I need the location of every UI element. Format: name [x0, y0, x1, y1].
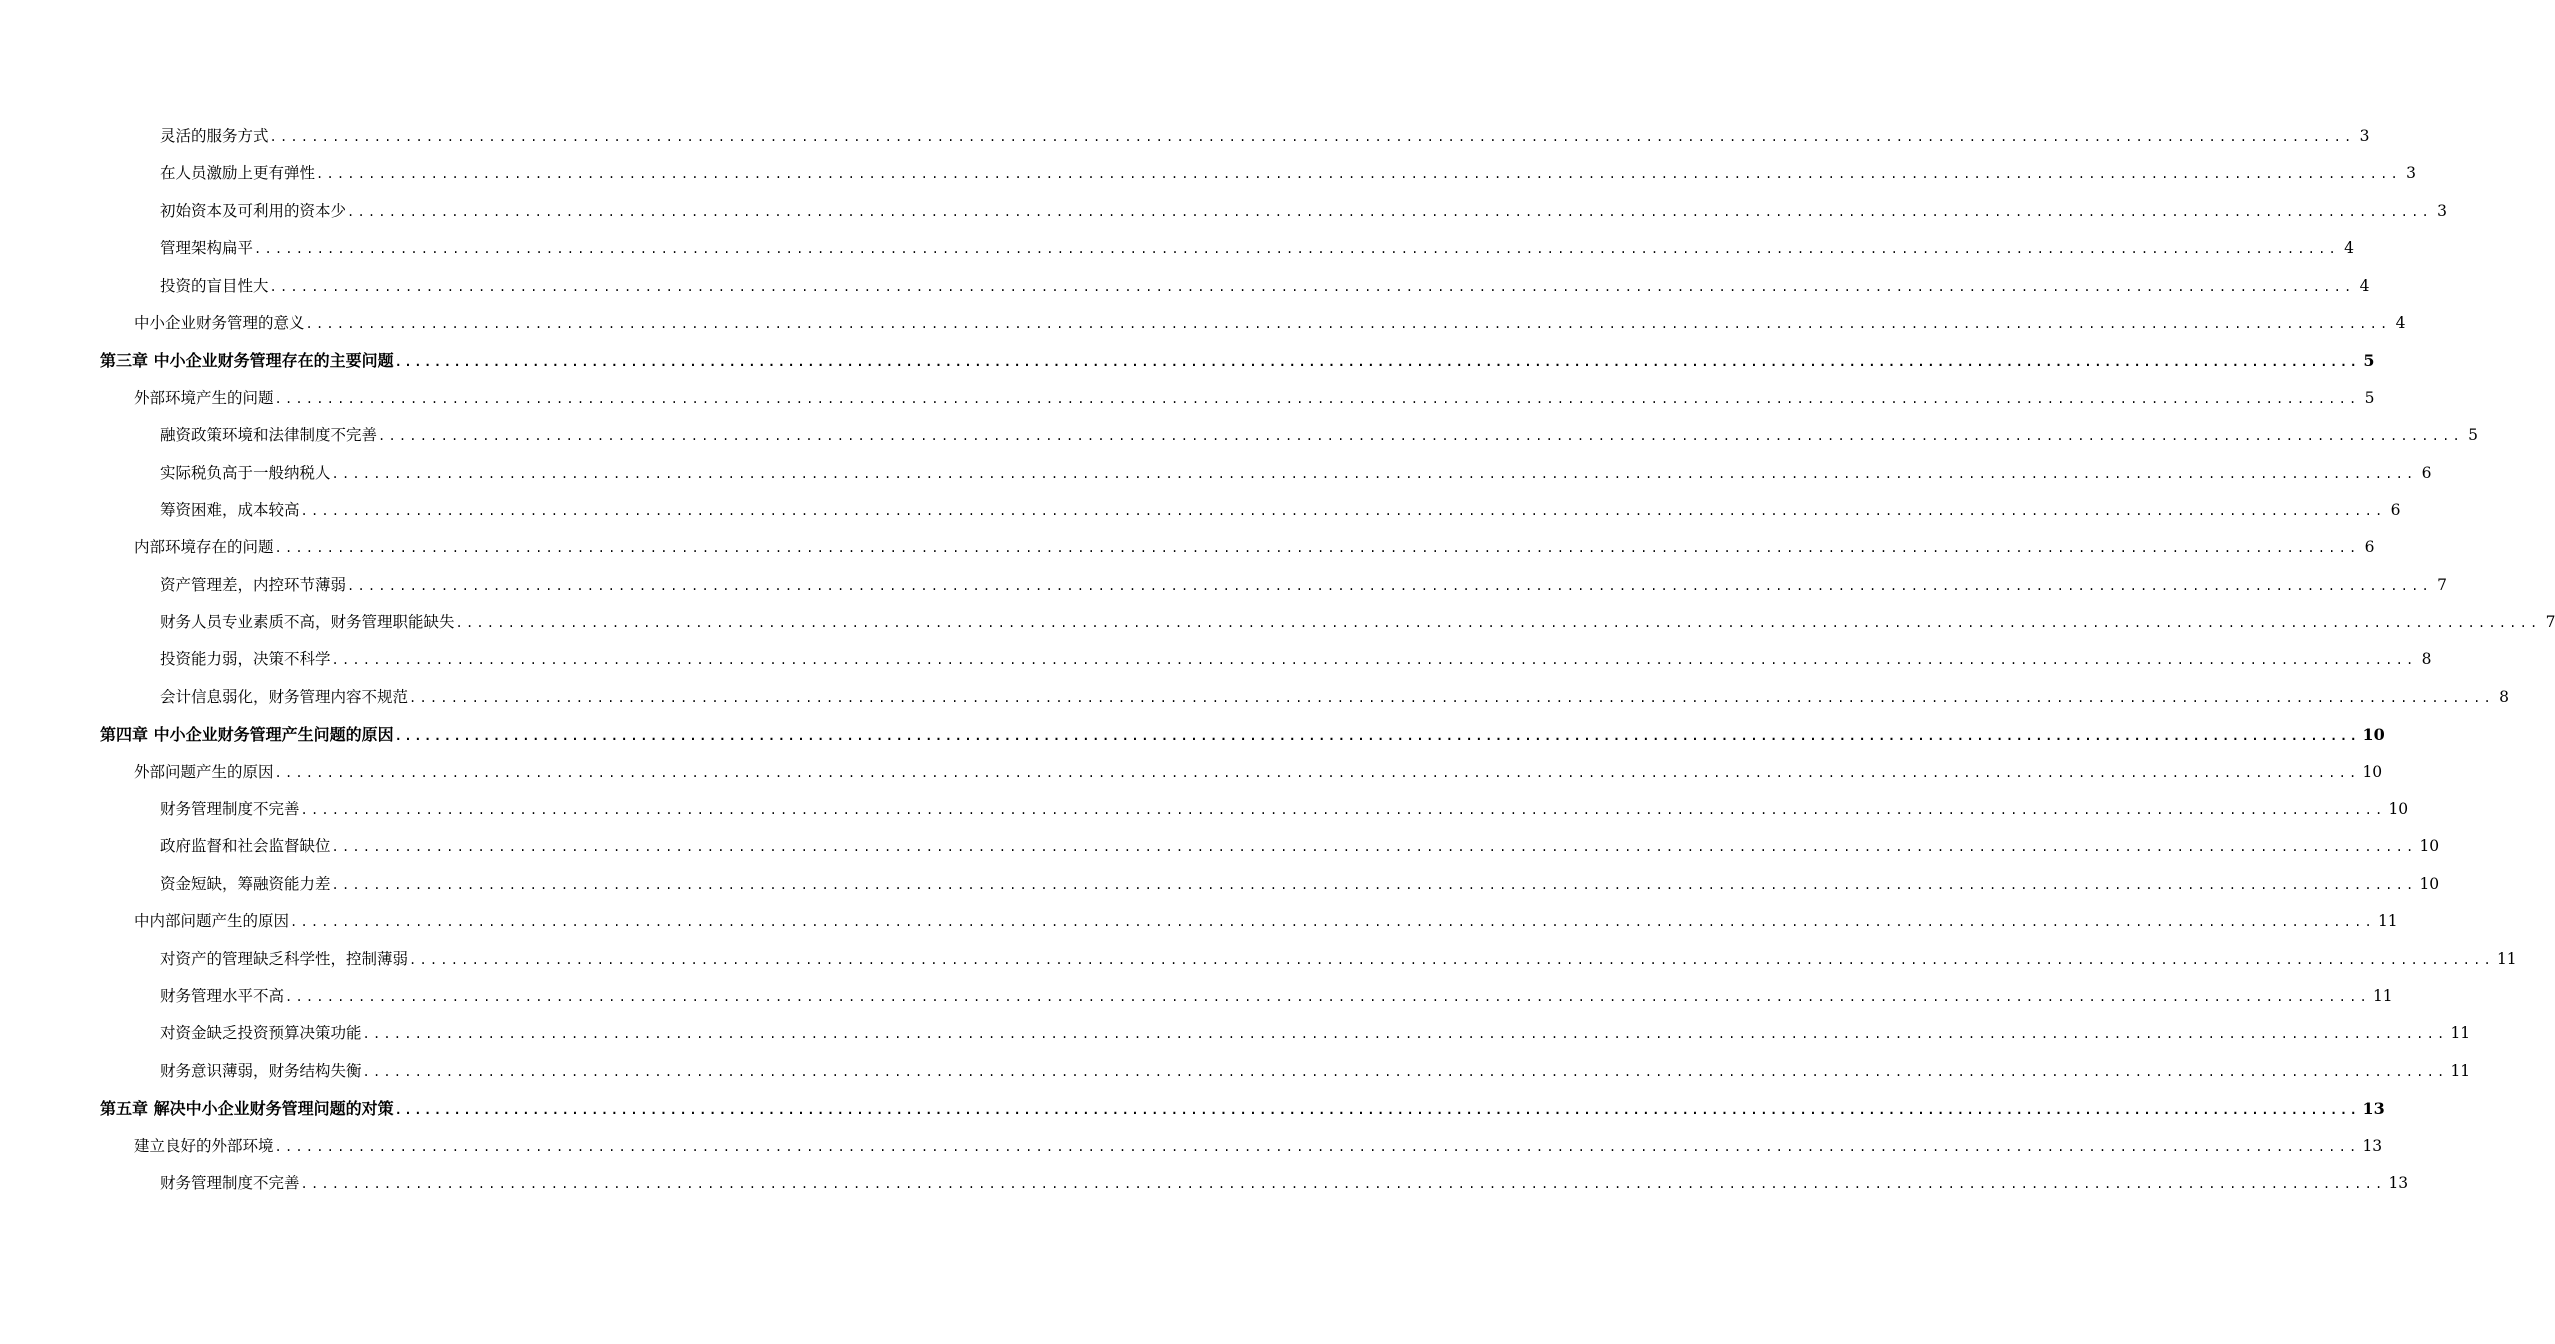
toc-dot-leader: ........................................................................................................................................................................................................ [331, 653, 2417, 668]
toc-dot-leader: ........................................................................................................................................................................................................ [300, 1176, 2386, 1191]
toc-dot-leader: ........................................................................................................................................................................................................ [300, 503, 2386, 518]
toc-entry-title: 政府监督和社会监督缺位 [160, 837, 331, 856]
toc-page-number: 11 [2372, 986, 2393, 1005]
table-of-contents [100, 118, 2555, 1202]
toc-dot-leader: ........................................................................................................................................................................................................ [269, 279, 2355, 294]
toc-subsection-entry[interactable] [100, 417, 2478, 454]
toc-dot-leader: ........................................................................................................................................................................................................ [378, 429, 2463, 444]
toc-entry-title: 内部环境存在的问题 [134, 538, 274, 557]
toc-page-number: 8 [2421, 650, 2432, 669]
toc-page-number: 4 [2395, 313, 2406, 332]
toc-page-number: 13 [2388, 1173, 2409, 1192]
toc-dot-leader: ........................................................................................................................................................................................................ [331, 877, 2417, 892]
toc-subsection-entry[interactable] [100, 641, 2432, 678]
toc-entry-title: 资产管理差，内控环节薄弱 [160, 575, 347, 594]
toc-page-number: 8 [2499, 687, 2509, 706]
toc-dot-leader: ........................................................................................................................................................................................................ [394, 729, 2360, 744]
toc-page-number: 3 [2406, 164, 2416, 183]
toc-dot-leader: ........................................................................................................................................................................................................ [305, 316, 2391, 331]
toc-subsection-entry[interactable] [100, 866, 2440, 903]
toc-entry-title: 外部问题产生的原因 [134, 762, 274, 781]
toc-entry-title: 投资能力弱，决策不科学 [160, 650, 331, 669]
toc-subsection-entry[interactable] [100, 1015, 2471, 1052]
toc-entry-title: 建立良好的外部环境 [134, 1136, 274, 1155]
toc-entry-title: 管理架构扁平 [160, 239, 254, 258]
toc-page-number: 10 [2419, 837, 2440, 856]
toc-page-number: 6 [2421, 463, 2432, 482]
toc-page-number: 7 [2545, 613, 2555, 632]
toc-entry-title: 融资政策环境和法律制度不完善 [160, 426, 378, 445]
toc-entry-title: 灵活的服务方式 [160, 127, 269, 145]
toc-dot-leader: ........................................................................................................................................................................................................ [316, 167, 2401, 182]
toc-dot-leader: ........................................................................................................................................................................................................ [274, 765, 2360, 780]
toc-entry-title: 会计信息弱化，财务管理内容不规范 [160, 687, 409, 706]
toc-section-entry[interactable] [100, 903, 2398, 940]
toc-subsection-entry[interactable] [100, 1053, 2471, 1090]
toc-page-number: 4 [2359, 276, 2370, 295]
toc-page-number: 10 [2419, 874, 2440, 893]
toc-subsection-entry[interactable] [100, 492, 2401, 529]
toc-dot-leader: ........................................................................................................................................................................................................ [285, 989, 2370, 1004]
toc-page-number: 10 [2362, 762, 2383, 781]
toc-page-number: 13 [2362, 1136, 2383, 1155]
toc-page-number: 5 [2468, 426, 2478, 445]
toc-dot-leader: ........................................................................................................................................................................................................ [274, 1139, 2360, 1154]
toc-entry-title: 资金短缺，筹融资能力差 [160, 874, 331, 893]
toc-dot-leader: ........................................................................................................................................................................................................ [394, 355, 2360, 370]
toc-dot-leader: ........................................................................................................................................................................................................ [347, 204, 2432, 219]
toc-dot-leader: ........................................................................................................................................................................................................ [455, 616, 2541, 631]
toc-section-entry[interactable] [100, 305, 2406, 342]
toc-entry-title: 财务意识薄弱，财务结构失衡 [160, 1061, 362, 1080]
toc-entry-title: 第四章 中小企业财务管理产生问题的原因 [100, 725, 394, 745]
toc-entry-title: 在人员激励上更有弹性 [160, 164, 316, 183]
toc-chapter-entry[interactable] [100, 716, 2385, 753]
toc-dot-leader: ........................................................................................................................................................................................................ [274, 541, 2360, 556]
toc-subsection-entry[interactable] [100, 978, 2393, 1015]
toc-page-number: 4 [2344, 239, 2354, 258]
toc-subsection-entry[interactable] [100, 118, 2370, 155]
toc-entry-title: 对资金缺乏投资预算决策功能 [160, 1024, 362, 1043]
toc-subsection-entry[interactable] [100, 679, 2509, 716]
toc-section-entry[interactable] [100, 754, 2383, 791]
toc-dot-leader: ........................................................................................................................................................................................................ [269, 130, 2355, 144]
toc-dot-leader: ........................................................................................................................................................................................................ [254, 242, 2339, 257]
toc-subsection-entry[interactable] [100, 155, 2416, 192]
toc-subsection-entry[interactable] [100, 268, 2370, 305]
toc-dot-leader: ........................................................................................................................................................................................................ [409, 952, 2494, 967]
toc-dot-leader: ........................................................................................................................................................................................................ [331, 466, 2417, 481]
toc-entry-title: 对资产的管理缺乏科学性，控制薄弱 [160, 949, 409, 968]
toc-entry-title: 中小企业财务管理的意义 [134, 313, 305, 332]
toc-dot-leader: ........................................................................................................................................................................................................ [362, 1027, 2448, 1042]
toc-entry-title: 中内部问题产生的原因 [134, 912, 290, 931]
toc-subsection-entry[interactable] [100, 941, 2517, 978]
toc-subsection-entry[interactable] [100, 230, 2354, 267]
toc-subsection-entry[interactable] [100, 828, 2440, 865]
toc-page-number: 5 [2363, 351, 2375, 371]
toc-page-number: 10 [2388, 800, 2409, 819]
toc-entry-title: 投资的盲目性大 [160, 276, 269, 295]
toc-page-number: 11 [2450, 1024, 2471, 1043]
toc-subsection-entry[interactable] [100, 1165, 2409, 1202]
toc-entry-title: 财务人员专业素质不高，财务管理职能缺失 [160, 613, 455, 632]
toc-entry-title: 第五章 解决中小企业财务管理问题的对策 [100, 1099, 394, 1119]
toc-section-entry[interactable] [100, 1128, 2383, 1165]
toc-page-number: 10 [2362, 725, 2385, 745]
toc-dot-leader: ........................................................................................................................................................................................................ [394, 1103, 2360, 1118]
toc-page-number: 3 [2437, 201, 2447, 220]
toc-entry-title: 初始资本及可利用的资本少 [160, 201, 347, 220]
toc-subsection-entry[interactable] [100, 455, 2432, 492]
toc-dot-leader: ........................................................................................................................................................................................................ [274, 391, 2360, 406]
toc-page-number: 11 [2496, 949, 2517, 968]
toc-dot-leader: ........................................................................................................................................................................................................ [362, 1064, 2448, 1079]
toc-entry-title: 财务管理制度不完善 [160, 800, 300, 819]
toc-dot-leader: ........................................................................................................................................................................................................ [331, 840, 2417, 855]
toc-entry-title: 财务管理制度不完善 [160, 1173, 300, 1192]
toc-subsection-entry[interactable] [100, 791, 2409, 828]
toc-entry-title: 实际税负高于一般纳税人 [160, 463, 331, 482]
toc-page-number: 13 [2362, 1099, 2385, 1119]
toc-subsection-entry[interactable] [100, 567, 2447, 604]
toc-entry-title: 外部环境产生的问题 [134, 388, 274, 407]
toc-page-number: 11 [2377, 912, 2398, 931]
toc-page-number: 5 [2364, 388, 2375, 407]
toc-page-number: 11 [2450, 1061, 2471, 1080]
toc-page-number: 6 [2364, 538, 2375, 557]
toc-entry-title: 财务管理水平不高 [160, 986, 285, 1005]
toc-section-entry[interactable] [100, 529, 2375, 566]
toc-chapter-entry[interactable] [100, 1090, 2385, 1127]
toc-page-number: 3 [2359, 127, 2370, 145]
toc-chapter-entry[interactable] [100, 342, 2375, 379]
toc-dot-leader: ........................................................................................................................................................................................................ [409, 690, 2494, 705]
toc-entry-title: 第三章 中小企业财务管理存在的主要问题 [100, 351, 394, 371]
toc-section-entry[interactable] [100, 380, 2375, 417]
toc-subsection-entry[interactable] [100, 604, 2555, 641]
toc-page-number: 6 [2390, 500, 2401, 519]
toc-dot-leader: ........................................................................................................................................................................................................ [347, 578, 2432, 593]
toc-entry-title: 筹资困难，成本较高 [160, 500, 300, 519]
toc-page-number: 7 [2437, 575, 2447, 594]
toc-dot-leader: ........................................................................................................................................................................................................ [300, 803, 2386, 818]
toc-dot-leader: ........................................................................................................................................................................................................ [290, 915, 2375, 930]
toc-subsection-entry[interactable] [100, 193, 2447, 230]
